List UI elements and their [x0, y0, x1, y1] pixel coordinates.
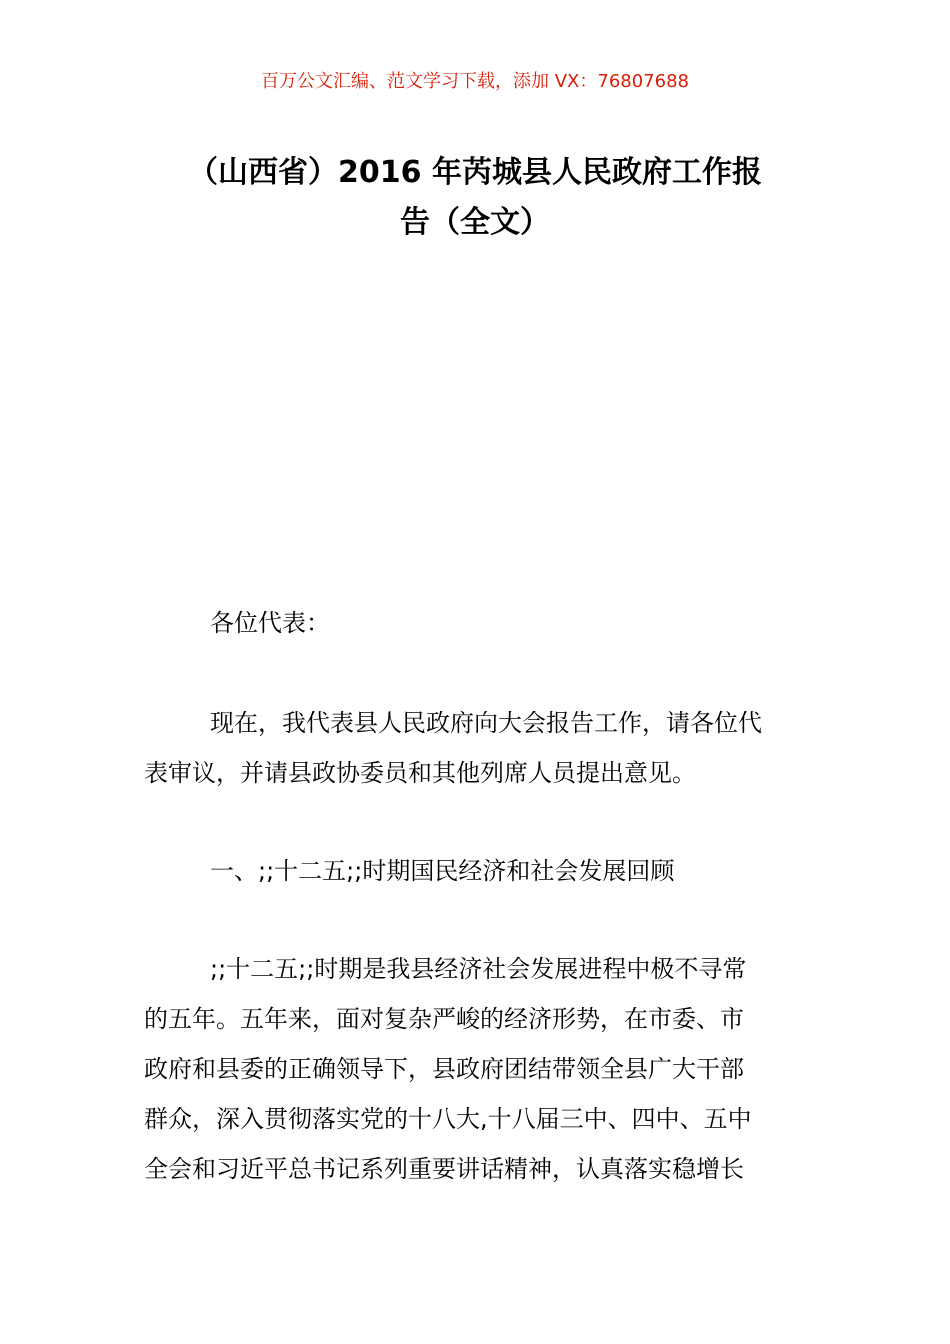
paragraph-line: ;;十二五;;时期是我县经济社会发展进程中极不寻常	[210, 955, 747, 983]
section-heading	[144, 846, 808, 896]
paragraph-line: 群众，深入贯彻落实党的十八大,十八届三中、四中、五中	[144, 1105, 752, 1133]
title-line-2: 告（全文）	[400, 205, 550, 240]
paragraph-line: 表审议，并请县政协委员和其他列席人员提出意见。	[144, 759, 696, 787]
title-line-1: （山西省）2016 年芮城县人民政府工作报	[188, 155, 762, 190]
paragraph-line: 政府和县委的正确领导下，县政府团结带领全县广大干部	[144, 1055, 744, 1083]
document-title	[0, 148, 950, 248]
paragraph-intro	[144, 698, 808, 798]
paragraph-review	[144, 944, 808, 1194]
header-contact-note: 百万公文汇编、范文学习下载，添加 VX：76807688	[261, 71, 689, 92]
paragraph-line: 的五年。五年来，面对复杂严峻的经济形势，在市委、市	[144, 1005, 744, 1033]
paragraph-line: 全会和习近平总书记系列重要讲话精神，认真落实稳增长	[144, 1155, 744, 1183]
salutation	[144, 598, 808, 648]
section-heading-text: 一、;;十二五;;时期国民经济和社会发展回顾	[210, 857, 675, 885]
paragraph-line: 现在，我代表县人民政府向大会报告工作，请各位代	[210, 709, 762, 737]
salutation-text: 各位代表：	[210, 609, 330, 637]
